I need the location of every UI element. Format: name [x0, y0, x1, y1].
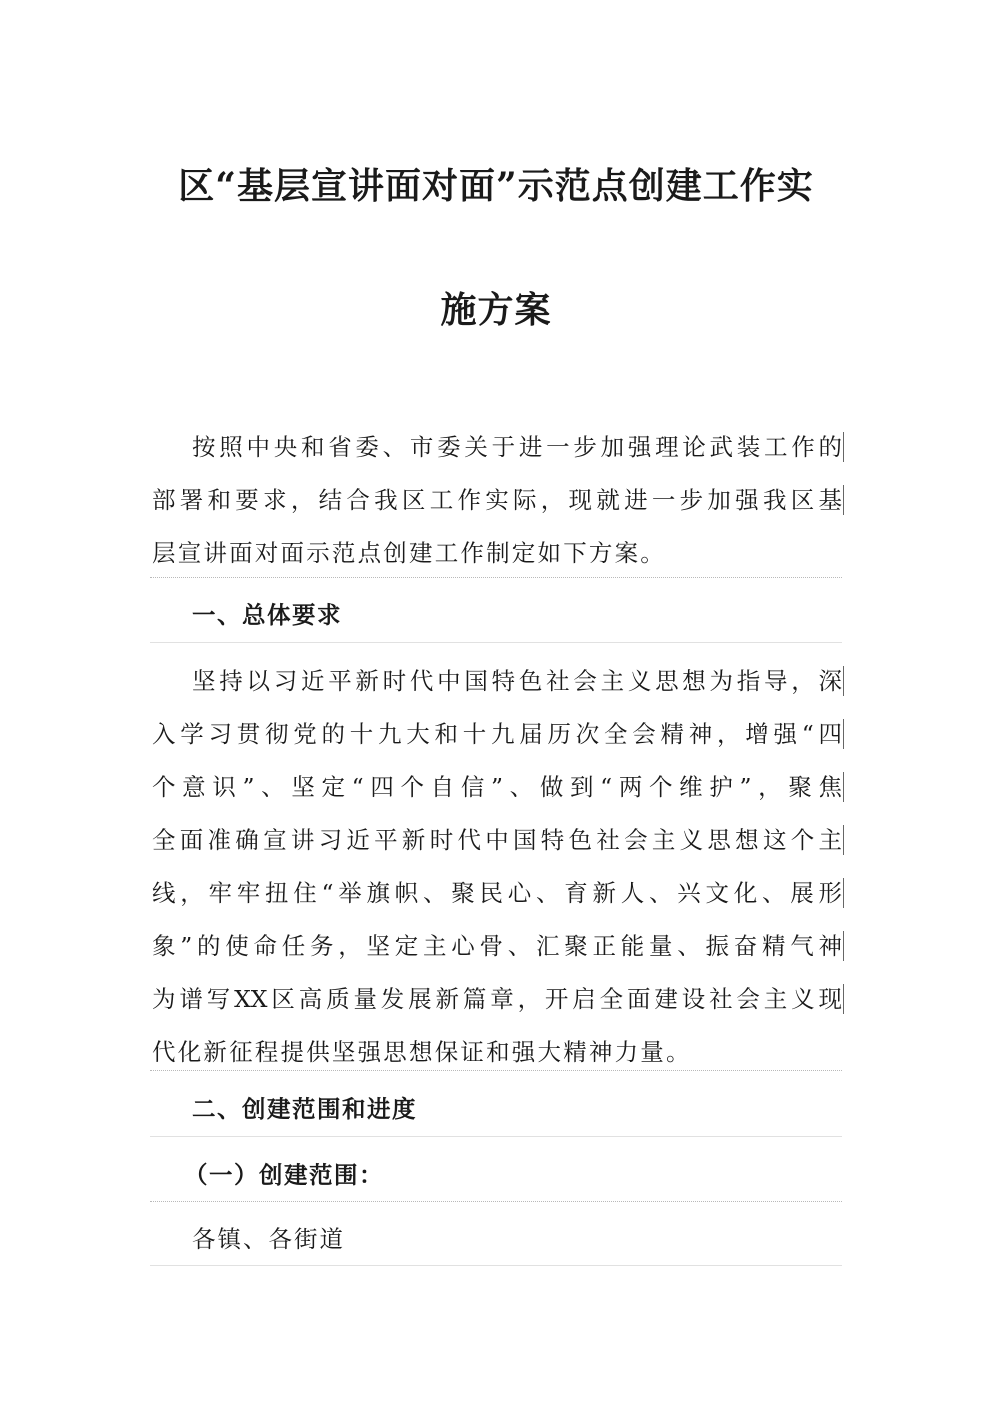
text-cursor-mark [843, 931, 844, 961]
paragraph-divider [150, 642, 842, 643]
text-cursor-mark [843, 485, 844, 515]
section-heading-1: 一、总体要求 [192, 601, 342, 629]
section-1-line: 个意识”、坚定“四个自信”、做到“两个维护”，聚焦 [152, 773, 842, 801]
text-cursor-mark [843, 825, 844, 855]
intro-line-3: 层宣讲面对面示范点创建工作制定如下方案。 [152, 539, 666, 567]
document-title-line-2: 施方案 [440, 289, 552, 331]
paragraph-divider [150, 1136, 842, 1137]
text-cursor-mark [843, 984, 844, 1014]
section-heading-2: 二、创建范围和进度 [192, 1095, 417, 1123]
section-1-line: 全面准确宣讲习近平新时代中国特色社会主义思想这个主 [152, 826, 842, 854]
section-1-line: 代化新征程提供坚强思想保证和强大精神力量。 [152, 1038, 692, 1066]
section-1-line: 入学习贯彻党的十九大和十九届历次全会精神，增强“四 [152, 720, 842, 748]
text-cursor-mark [843, 666, 844, 696]
intro-line-1: 按照中央和省委、市委关于进一步加强理论武装工作的 [192, 433, 842, 461]
document-title-line-1: 区“基层宣讲面对面”示范点创建工作实 [178, 165, 814, 207]
intro-line-2: 部署和要求，结合我区工作实际，现就进一步加强我区基 [152, 486, 842, 514]
paragraph-divider [150, 1265, 842, 1266]
text-cursor-mark [843, 432, 844, 462]
paragraph-divider [150, 1070, 842, 1071]
paragraph-divider [150, 1201, 842, 1202]
section-1-line: 象”的使命任务，坚定主心骨、汇聚正能量、振奋精气神 [152, 932, 842, 960]
paragraph-divider [150, 577, 842, 578]
section-1-line: 线，牢牢扭住“举旗帜、聚民心、育新人、兴文化、展形 [152, 879, 842, 907]
subsection-1-text: 各镇、各街道 [192, 1225, 345, 1253]
section-1-line: 为谱写XX区高质量发展新篇章，开启全面建设社会主义现 [152, 985, 842, 1013]
text-cursor-mark [843, 719, 844, 749]
text-cursor-mark [843, 772, 844, 802]
subsection-heading-1: （一）创建范围： [184, 1161, 384, 1189]
text-cursor-mark [843, 878, 844, 908]
section-1-line: 坚持以习近平新时代中国特色社会主义思想为指导，深 [192, 667, 842, 695]
